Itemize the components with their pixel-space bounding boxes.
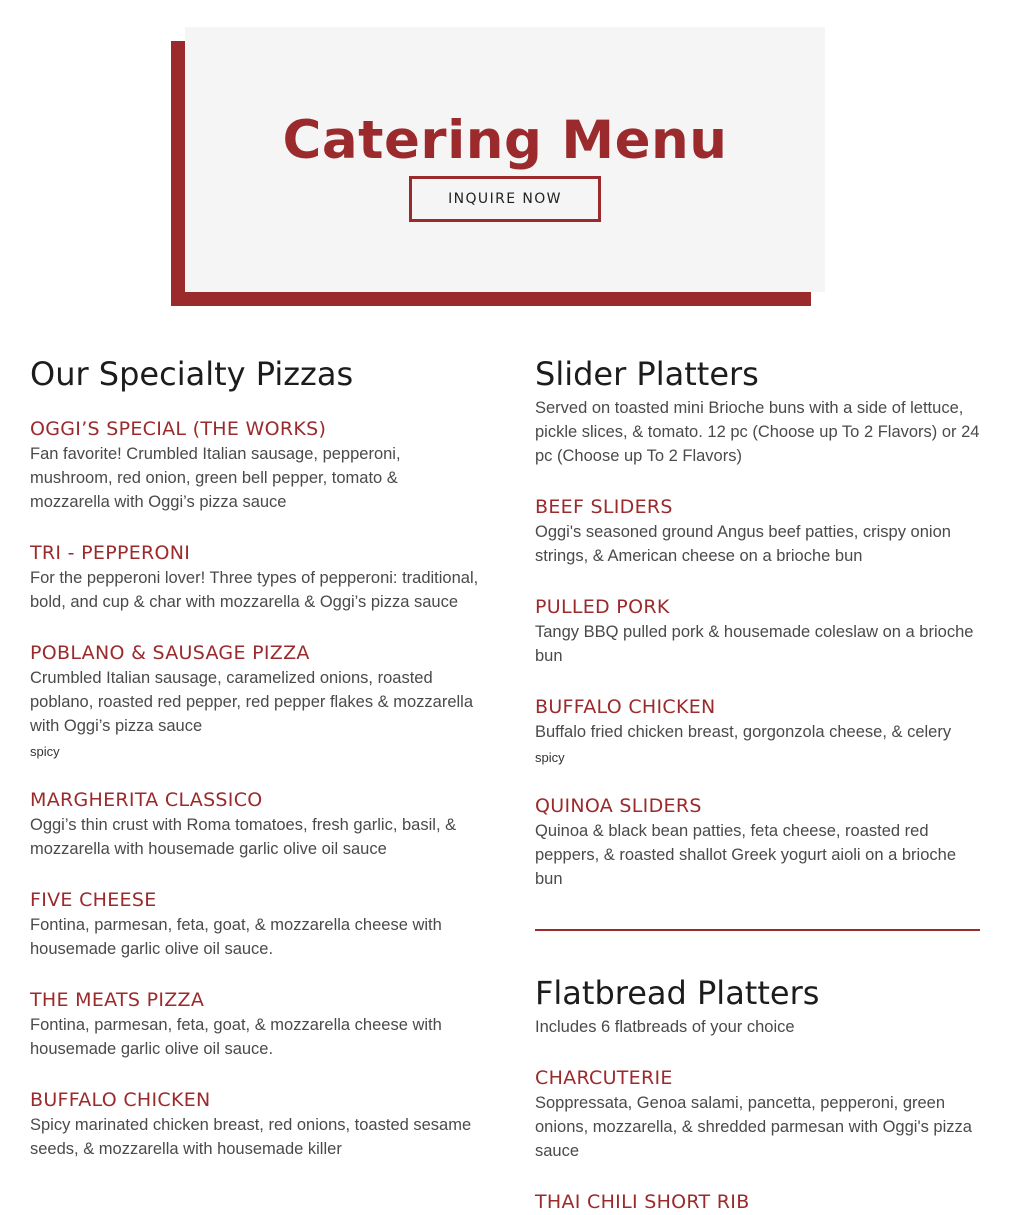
menu-item	[30, 416, 480, 514]
menu-item-description: Quinoa & black bean patties, feta cheese, roasted red peppers, & roasted shallot Greek yogurt aioli on a brioche bun	[535, 822, 956, 888]
pizzas-section	[30, 352, 480, 1161]
menu-item-name: FIVE CHEESE	[30, 889, 157, 911]
menu-item	[535, 594, 985, 668]
flatbreads-section	[535, 971, 985, 1215]
menu-item-name: POBLANO & SAUSAGE PIZZA	[30, 642, 310, 664]
menu-item-description: Fontina, parmesan, feta, goat, & mozzarella cheese with housemade garlic olive oil sauce.	[30, 1016, 442, 1058]
menu-item-name: TRI - PEPPERONI	[30, 542, 191, 564]
menu-item-description: Oggi’s thin crust with Roma tomatoes, fresh garlic, basil, & mozzarella with housemade garlic olive oil sauce	[30, 816, 457, 858]
menu-item-name: BUFFALO CHICKEN	[535, 696, 716, 718]
section-title: Our Specialty Pizzas	[30, 355, 354, 393]
menu-item	[535, 793, 985, 891]
menu-item-name: THE MEATS PIZZA	[30, 989, 205, 1011]
menu-item-description: Soppressata, Genoa salami, pancetta, pepperoni, green onions, mozzarella, & shredded parmesan with Oggi's pizza sauce	[535, 1094, 972, 1160]
menu-item-description: Fontina, parmesan, feta, goat, & mozzarella cheese with housemade garlic olive oil sauce.	[30, 916, 442, 958]
hero-card	[185, 27, 825, 292]
menu-item	[30, 640, 480, 761]
menu-item	[535, 1189, 985, 1215]
menu-item-name: THAI CHILI SHORT RIB	[535, 1191, 750, 1213]
menu-item	[30, 1087, 480, 1161]
section-title: Slider Platters	[535, 355, 759, 393]
slider-list	[535, 494, 985, 891]
menu-item	[30, 787, 480, 861]
menu-item-name: MARGHERITA CLASSICO	[30, 789, 263, 811]
menu-item-name: PULLED PORK	[535, 596, 670, 618]
menu-item-tag: spicy	[30, 744, 60, 759]
flatbread-list	[535, 1065, 985, 1215]
menu-item	[30, 887, 480, 961]
menu-item	[535, 1065, 985, 1163]
menu-item-description: Spicy marinated chicken breast, red onions, toasted sesame seeds, & mozzarella with housemade killer	[30, 1116, 472, 1158]
sliders-section	[535, 352, 985, 1215]
menu-item-description: Oggi's seasoned ground Angus beef patties, crispy onion strings, & American cheese on a brioche bun	[535, 523, 951, 565]
menu-item	[30, 540, 480, 614]
section-description: Includes 6 flatbreads of your choice	[535, 1018, 795, 1036]
menu-item-name: QUINOA SLIDERS	[535, 795, 702, 817]
menu-item-tag: spicy	[535, 750, 565, 765]
pizza-list	[30, 416, 480, 1161]
menu-item-name: BUFFALO CHICKEN	[30, 1089, 211, 1111]
section-divider	[535, 929, 980, 931]
menu-item-description: For the pepperoni lover! Three types of pepperoni: traditional, bold, and cup & char with mozzarella & Oggi’s pizza sauce	[30, 569, 479, 611]
menu-item-description: Crumbled Italian sausage, caramelized onions, roasted poblano, roasted red pepper, red pepper flakes & mozzarella with Oggi’s pizza sauce	[30, 669, 474, 735]
menu-item	[535, 694, 985, 767]
section-title: Flatbread Platters	[535, 974, 820, 1012]
menu-item-description: Tangy BBQ pulled pork & housemade coleslaw on a brioche bun	[535, 623, 974, 665]
menu-item-name: CHARCUTERIE	[535, 1067, 673, 1089]
menu-item	[30, 987, 480, 1061]
menu-item-name: OGGI’S SPECIAL (THE WORKS)	[30, 418, 327, 440]
menu-item	[535, 494, 985, 568]
menu-item-name: BEEF SLIDERS	[535, 496, 673, 518]
inquire-now-button[interactable]: INQUIRE NOW	[409, 176, 601, 222]
menu-item-description: Fan favorite! Crumbled Italian sausage, pepperoni, mushroom, red onion, green bell pepper, tomato & mozzarella with Oggi’s pizza sauce	[30, 445, 401, 511]
menu-item-description: Buffalo fried chicken breast, gorgonzola cheese, & celery	[535, 723, 952, 741]
page-title: Catering Menu	[282, 109, 728, 171]
section-description: Served on toasted mini Brioche buns with a side of lettuce, pickle slices, & tomato. 12 pc (Choose up To 2 Flavors) or 24 pc (Choose up To 2 Flavors)	[535, 399, 980, 465]
